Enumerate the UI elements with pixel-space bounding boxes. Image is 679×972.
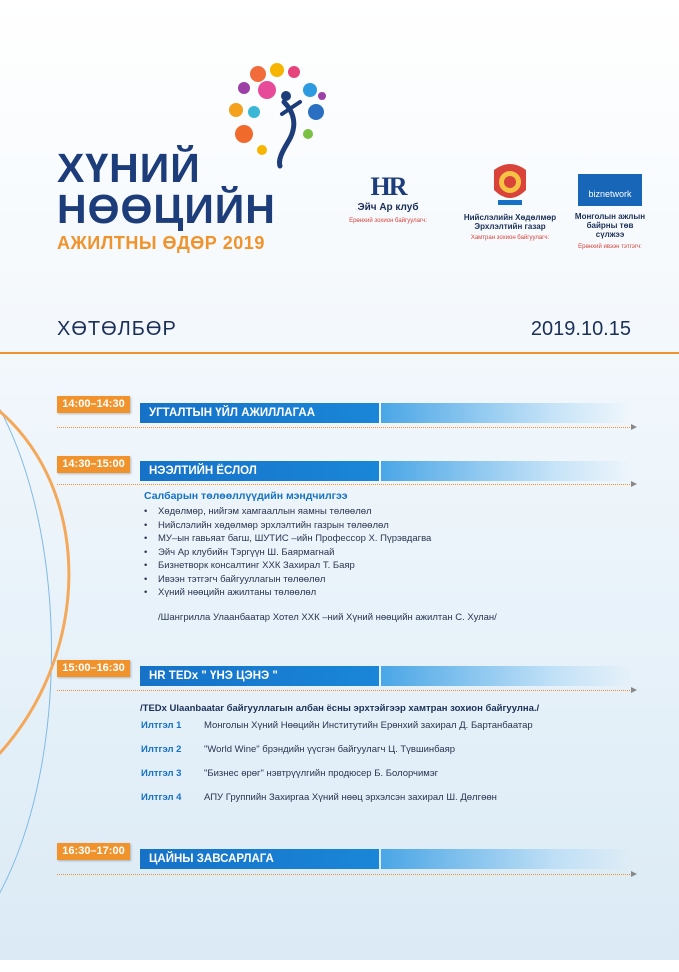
- session-bar-fade: [381, 666, 631, 686]
- event-title-line1: ХҮНИЙ: [57, 145, 201, 191]
- speaker-text: АПУ Группийн Захиргаа Хүний нөөц эрхэлсэн захирал Ш. Дөлгөөн: [204, 792, 497, 803]
- session-bar-fade: [381, 461, 631, 481]
- session-bar-fade: [381, 403, 631, 423]
- speaker-label: Илтгэл 2: [141, 744, 182, 755]
- org-role: Ерөнхий зохион байгуулагч:: [349, 217, 427, 224]
- session-time: 16:30–17:00: [57, 843, 130, 860]
- list-item: • Хөдөлмөр, нийгэм хамгааллын яамны төлөөлөл: [144, 505, 564, 519]
- session-divider: [57, 484, 632, 485]
- hr-club-logo: HR: [370, 172, 406, 201]
- program-date: 2019.10.15: [530, 318, 631, 340]
- org-biznetwork: [572, 174, 648, 250]
- org-name: Монголын ажлын байрны төв сүлжээ: [574, 212, 646, 240]
- org-name: Эйч Ар клуб: [357, 202, 419, 213]
- session-title: УГТАЛТЫН ҮЙЛ АЖИЛЛАГАА: [140, 403, 379, 423]
- org-name: Нийслэлийн Хөдөлмөр Эрхлэлтийн газар: [463, 213, 557, 232]
- session-title: НЭЭЛТИЙН ЁСЛОЛ: [140, 461, 379, 481]
- opening-subtitle: Салбарын төлөөллүүдийн мэндчилгээ: [144, 490, 348, 502]
- org-role: Ерөнхий ивээн тэтгэгч:: [578, 243, 642, 250]
- speaker-label: Илтгэл 1: [141, 720, 182, 731]
- org-hr-club: [348, 172, 428, 224]
- session-title: HR TEDx " ҮНЭ ЦЭНЭ ": [140, 666, 379, 686]
- list-item-note: /Шангрилла Улаанбаатар Хотел ХХК –ний Хүний нөөцийн ажилтан С. Хулан/: [158, 612, 497, 623]
- session-bar-fade: [381, 849, 631, 869]
- city-emblem-icon: [488, 160, 532, 208]
- session-time: 15:00–16:30: [57, 660, 130, 677]
- session-title: ЦАЙНЫ ЗАВСАРЛАГА: [140, 849, 379, 869]
- arrow-right-icon: [631, 481, 637, 487]
- header-divider: [0, 352, 679, 354]
- event-title-line2: НӨӨЦИЙН: [57, 186, 276, 232]
- session-time: 14:30–15:00: [57, 456, 130, 473]
- speaker-label: Илтгэл 3: [141, 768, 182, 779]
- arrow-right-icon: [631, 687, 637, 693]
- list-item: • Бизнетворк консалтинг ХХК Захирал Т. Баяр: [144, 559, 564, 573]
- org-capital-employment: [460, 160, 560, 241]
- session-time: 14:00–14:30: [57, 396, 130, 413]
- speaker-text: "Бизнес өрөг" нэвтрүүлгийн продюсер Б. Болорчимэг: [204, 768, 439, 779]
- speaker-label: Илтгэл 4: [141, 792, 182, 803]
- greetings-list: [144, 505, 564, 600]
- session-divider: [57, 874, 632, 875]
- list-item: • Ивээн тэтгэгч байгууллагын төлөөлөл: [144, 573, 564, 587]
- org-role: Хамтран зохион байгуулагч:: [470, 235, 550, 242]
- speaker-text: "World Wine" брэндийн үүсгэн байгуулагч Ц. Түвшинбаяр: [204, 744, 456, 755]
- list-item: • Нийслэлийн хөдөлмөр эрхлэлтийн газрын төлөөлөл: [144, 519, 564, 533]
- event-subtitle: АЖИЛТНЫ ӨДӨР 2019: [57, 233, 265, 253]
- list-item: • МУ–ын гавьяат багш, ШУТИС –ийн Профессор Х. Пүрэвдагва: [144, 532, 564, 546]
- program-title: ХӨТӨЛБӨР: [57, 318, 177, 340]
- session-divider: [57, 690, 632, 691]
- list-item: • Хүний нөөцийн ажилтаны төлөөлөл: [144, 586, 564, 600]
- speaker-text: Монголын Хүний Нөөцийн Институтийн Ерөнхий захирал Д. Бартанбаатар: [204, 720, 533, 731]
- biznetwork-logo: biznetwork: [578, 174, 642, 206]
- session-divider: [57, 427, 632, 428]
- arrow-right-icon: [631, 871, 637, 877]
- arrow-right-icon: [631, 424, 637, 430]
- tedx-note: /TEDx Ulaanbaatar байгууллагын албан ёсны эрхтэйгээр хамтран зохион байгуулна./: [140, 703, 540, 714]
- list-item: • Эйч Ар клубийн Тэргүүн Ш. Баярмагнай: [144, 546, 564, 560]
